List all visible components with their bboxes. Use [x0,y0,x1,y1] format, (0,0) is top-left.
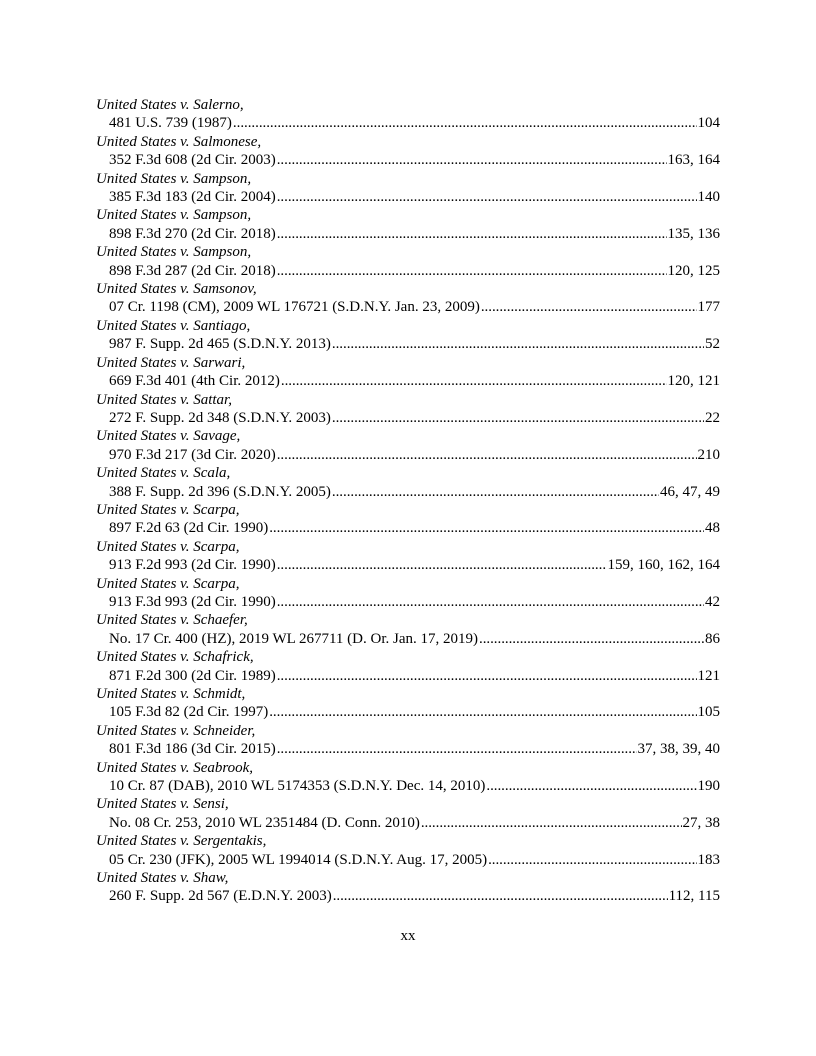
citation: 260 F. Supp. 2d 567 (E.D.N.Y. 2003) [109,888,332,905]
dot-leader [277,262,667,280]
dot-leader [333,887,668,905]
authority-entry [96,427,720,464]
citation-line [96,703,720,721]
page-references: 42 [705,593,720,610]
page-references: 52 [705,336,720,353]
authority-entry [96,648,720,685]
case-name: United States v. Schaefer, [96,612,248,629]
authority-entry [96,96,720,133]
citation: No. 08 Cr. 253, 2010 WL 2351484 (D. Conn. 2010) [109,814,420,831]
case-name: United States v. Sarwari, [96,354,246,371]
citation-line [96,225,720,243]
case-name: United States v. Sensi, [96,796,229,813]
authority-entry [96,795,720,832]
case-name: United States v. Sampson, [96,244,252,261]
page-references: 120, 121 [667,373,720,390]
authority-entry [96,869,720,906]
citation: 388 F. Supp. 2d 396 (S.D.N.Y. 2005) [109,483,331,500]
page-references: 46, 47, 49 [660,483,720,500]
citation: 913 F.3d 993 (2d Cir. 1990) [109,593,276,610]
page-references: 104 [697,115,720,132]
dot-leader [488,851,696,869]
citation-line [96,335,720,353]
case-name: United States v. Sergentakis, [96,833,267,850]
citation: 481 U.S. 739 (1987) [109,115,232,132]
citation: 898 F.3d 270 (2d Cir. 2018) [109,225,276,242]
dot-leader [277,667,697,685]
citation: 987 F. Supp. 2d 465 (S.D.N.Y. 2013) [109,336,331,353]
dot-leader [332,335,704,353]
authority-entry [96,464,720,501]
case-name: United States v. Seabrook, [96,759,254,776]
citation-line [96,814,720,832]
authority-entry [96,501,720,538]
case-name: United States v. Scarpa, [96,538,240,555]
authority-entry [96,538,720,575]
case-name: United States v. Scala, [96,465,231,482]
citation: 105 F.3d 82 (2d Cir. 1997) [109,704,269,721]
case-name: United States v. Salerno, [96,97,244,113]
case-name: United States v. Shaw, [96,870,229,887]
dot-leader [421,814,682,832]
case-name: United States v. Schneider, [96,722,256,739]
page-references: 112, 115 [668,888,720,905]
authority-entry [96,280,720,317]
case-name: United States v. Sampson, [96,170,252,187]
case-name: United States v. Samsonov, [96,281,257,298]
dot-leader [277,446,697,464]
authority-entry [96,391,720,428]
citation-line [96,262,720,280]
citation-line [96,593,720,611]
dot-leader [481,298,697,316]
citation: 801 F.3d 186 (3d Cir. 2015) [109,741,276,758]
dot-leader [479,630,704,648]
page-references: 135, 136 [667,225,720,242]
citation: 669 F.3d 401 (4th Cir. 2012) [109,373,280,390]
authority-entry [96,685,720,722]
citation: 07 Cr. 1198 (CM), 2009 WL 176721 (S.D.N.Y. Jan. 23, 2009) [109,299,480,316]
citation-line [96,556,720,574]
dot-leader [269,519,704,537]
page-references: 86 [705,630,720,647]
dot-leader [332,483,659,501]
citation: 385 F.3d 183 (2d Cir. 2004) [109,189,276,206]
page-references: 105 [697,704,720,721]
page-references: 183 [697,851,720,868]
dot-leader [281,372,667,390]
authority-entry [96,832,720,869]
dot-leader [332,409,704,427]
citation-line [96,887,720,905]
citation: 05 Cr. 230 (JFK), 2005 WL 1994014 (S.D.N.Y. Aug. 17, 2005) [109,851,488,868]
dot-leader [277,740,637,758]
citation: 272 F. Supp. 2d 348 (S.D.N.Y. 2003) [109,409,331,426]
page-references: 140 [697,189,720,206]
citation: 352 F.3d 608 (2d Cir. 2003) [109,152,276,169]
case-name: United States v. Sattar, [96,391,232,408]
citation: 913 F.2d 993 (2d Cir. 1990) [109,557,276,574]
page-references: 37, 38, 39, 40 [637,741,720,758]
authority-entry [96,243,720,280]
authority-entry [96,170,720,207]
dot-leader [277,556,607,574]
case-name: United States v. Schafrick, [96,649,254,666]
dot-leader [277,593,704,611]
citation-line [96,851,720,869]
page-references: 27, 38 [682,814,720,831]
authority-entry [96,317,720,354]
page-references: 163, 164 [667,152,720,169]
case-name: United States v. Savage, [96,428,241,445]
citation-line [96,298,720,316]
page-number: xx [400,928,416,944]
citation-line [96,188,720,206]
citation-line [96,114,720,132]
case-name: United States v. Salmonese, [96,133,262,150]
page-references: 190 [697,778,720,795]
citation-line [96,740,720,758]
citation-line [96,667,720,685]
authority-entry [96,354,720,391]
table-of-authorities [96,96,720,906]
dot-leader [277,225,667,243]
page-references: 210 [697,446,720,463]
case-name: United States v. Scarpa, [96,575,240,592]
citation: 897 F.2d 63 (2d Cir. 1990) [109,520,269,537]
page-references: 48 [705,520,720,537]
citation: No. 17 Cr. 400 (HZ), 2019 WL 267711 (D. Or. Jan. 17, 2019) [109,630,478,647]
page-references: 120, 125 [667,262,720,279]
citation: 898 F.3d 287 (2d Cir. 2018) [109,262,276,279]
case-name: United States v. Sampson, [96,207,252,224]
case-name: United States v. Scarpa, [96,501,240,518]
page-references: 159, 160, 162, 164 [607,557,720,574]
page-references: 22 [705,409,720,426]
authority-entry [96,759,720,796]
citation: 970 F.3d 217 (3d Cir. 2020) [109,446,276,463]
dot-leader [233,114,697,132]
authority-entry [96,611,720,648]
authority-entry [96,133,720,170]
citation-line [96,630,720,648]
dot-leader [269,703,696,721]
citation-line [96,409,720,427]
page-references: 177 [697,299,720,316]
citation: 871 F.2d 300 (2d Cir. 1989) [109,667,276,684]
citation-line [96,372,720,390]
citation-line [96,151,720,169]
citation-line [96,483,720,501]
case-name: United States v. Santiago, [96,317,251,334]
dot-leader [277,151,667,169]
citation: 10 Cr. 87 (DAB), 2010 WL 5174353 (S.D.N.Y. Dec. 14, 2010) [109,778,486,795]
dot-leader [277,188,697,206]
authority-entry [96,722,720,759]
case-name: United States v. Schmidt, [96,686,246,702]
authority-entry [96,575,720,612]
dot-leader [486,777,696,795]
page-references: 121 [697,667,720,684]
authority-entry [96,206,720,243]
citation-line [96,446,720,464]
citation-line [96,777,720,795]
citation-line [96,519,720,537]
